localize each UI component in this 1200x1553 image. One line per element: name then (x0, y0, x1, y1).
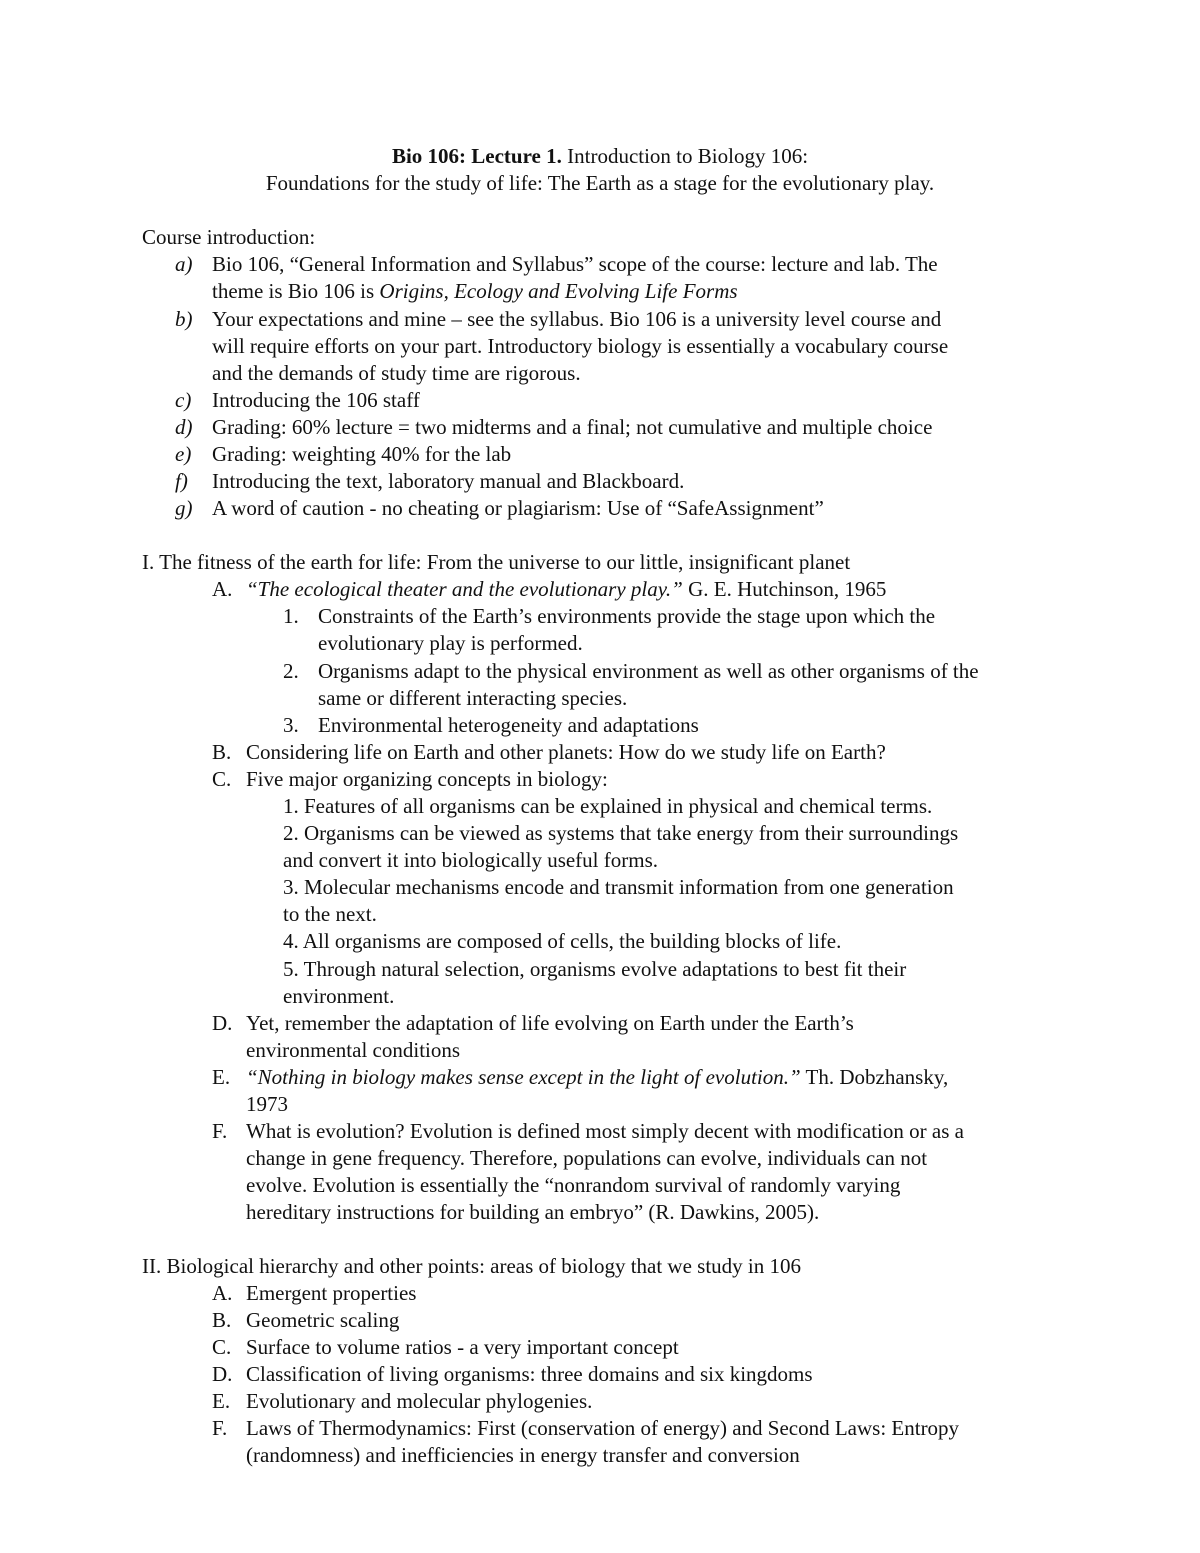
s1-D-line2: environmental conditions (246, 1038, 461, 1062)
intro-a-line2 (212, 278, 738, 305)
s1-A3-marker: 3. (283, 713, 299, 737)
s1-C5-line1: 5. Through natural selection, organisms evolve adaptations to best fit their (283, 957, 907, 981)
intro-b-line3: and the demands of study time are rigorous. (212, 361, 581, 385)
s2-C-marker: C. (212, 1335, 232, 1359)
s2-B-line1: Geometric scaling (246, 1308, 400, 1332)
section2-heading: II. Biological hierarchy and other points: areas of biology that we study in 106 (142, 1254, 802, 1278)
s1-C-marker: C. (212, 767, 232, 791)
s1-C-text: Five major organizing concepts in biology: (246, 767, 608, 791)
s2-A-line1: Emergent properties (246, 1281, 417, 1305)
title-rest: Introduction to Biology 106: (561, 144, 809, 168)
s1-C2-line2: and convert it into biologically useful forms. (283, 848, 659, 872)
s1-A-quote: “The ecological theater and the evolutionary play.” (246, 577, 683, 601)
s1-F-line1: What is evolution? Evolution is defined most simply decent with modification or as a (246, 1119, 964, 1143)
s2-F-line2: (randomness) and inefficiencies in energy transfer and conversion (246, 1443, 800, 1467)
s1-D-line1: Yet, remember the adaptation of life evolving on Earth under the Earth’s (246, 1011, 854, 1035)
s1-F-marker: F. (212, 1119, 228, 1143)
s1-E-marker: E. (212, 1065, 231, 1089)
intro-a-line1: Bio 106, “General Information and Syllabus” scope of the course: lecture and lab. The (212, 252, 938, 276)
intro-e-marker: e) (175, 442, 192, 466)
intro-b-line1: Your expectations and mine – see the syllabus. Bio 106 is a university level course and (212, 307, 942, 331)
title-bold: Bio 106: Lecture 1. (391, 144, 562, 168)
intro-f-marker: f) (175, 469, 188, 493)
s2-A-marker: A. (212, 1281, 233, 1305)
s1-C3-line1: 3. Molecular mechanisms encode and transmit information from one generation (283, 875, 954, 899)
s1-A-text (246, 576, 886, 603)
s2-E-marker: E. (212, 1389, 231, 1413)
section1-heading: I. The fitness of the earth for life: From the universe to our little, insignificant planet (142, 550, 851, 574)
document-title (0, 143, 1200, 170)
intro-f-line1: Introducing the text, laboratory manual and Blackboard. (212, 469, 685, 493)
s1-C2-line1: 2. Organisms can be viewed as systems that take energy from their surroundings (283, 821, 959, 845)
s1-A3-line1: Environmental heterogeneity and adaptations (318, 713, 699, 737)
s1-B-marker: B. (212, 740, 232, 764)
s1-A-marker: A. (212, 577, 233, 601)
s1-A2-line1: Organisms adapt to the physical environment as well as other organisms of the (318, 659, 979, 683)
intro-a-line2-italic: Origins, Ecology and Evolving Life Forms (379, 279, 738, 303)
intro-g-line1: A word of caution - no cheating or plagiarism: Use of “SafeAssignment” (212, 496, 824, 520)
intro-c-line1: Introducing the 106 staff (212, 388, 420, 412)
intro-e-line1: Grading: weighting 40% for the lab (212, 442, 512, 466)
s1-C4-line1: 4. All organisms are composed of cells, the building blocks of life. (283, 929, 842, 953)
s1-E-quote: “Nothing in biology makes sense except in the light of evolution.” (246, 1065, 801, 1089)
intro-d-marker: d) (175, 415, 193, 439)
intro-b-marker: b) (175, 307, 193, 331)
intro-b-line2: will require efforts on your part. Introductory biology is essentially a vocabulary course (212, 334, 949, 358)
intro-g-marker: g) (175, 496, 193, 520)
s1-C3-line2: to the next. (283, 902, 377, 926)
s1-C1-line1: 1. Features of all organisms can be explained in physical and chemical terms. (283, 794, 933, 818)
s1-E-line2: 1973 (246, 1092, 288, 1116)
s1-F-line3: evolve. Evolution is essentially the “nonrandom survival of randomly varying (246, 1173, 901, 1197)
s1-A1-marker: 1. (283, 604, 299, 628)
s2-D-line1: Classification of living organisms: three domains and six kingdoms (246, 1362, 813, 1386)
s1-A2-line2: same or different interacting species. (318, 686, 628, 710)
document-header (0, 143, 1200, 197)
s1-B-text: Considering life on Earth and other planets: How do we study life on Earth? (246, 740, 886, 764)
s1-A-rest: G. E. Hutchinson, 1965 (682, 577, 887, 601)
document-subtitle: Foundations for the study of life: The Earth as a stage for the evolutionary play. (265, 171, 935, 195)
s1-C5-line2: environment. (283, 984, 395, 1008)
s1-E-rest: Th. Dobzhansky, (800, 1065, 949, 1089)
intro-d-line1: Grading: 60% lecture = two midterms and a final; not cumulative and multiple choice (212, 415, 933, 439)
s1-A2-marker: 2. (283, 659, 299, 683)
intro-heading: Course introduction: (142, 225, 316, 249)
s1-E-line1 (246, 1064, 948, 1091)
s2-E-line1: Evolutionary and molecular phylogenies. (246, 1389, 593, 1413)
s1-F-line2: change in gene frequency. Therefore, populations can evolve, individuals can not (246, 1146, 928, 1170)
intro-c-marker: c) (175, 388, 192, 412)
s1-D-marker: D. (212, 1011, 233, 1035)
s2-F-marker: F. (212, 1416, 228, 1440)
s2-F-line1: Laws of Thermodynamics: First (conservation of energy) and Second Laws: Entropy (246, 1416, 960, 1440)
intro-a-marker: a) (175, 252, 193, 276)
s1-A1-line1: Constraints of the Earth’s environments provide the stage upon which the (318, 604, 936, 628)
s2-B-marker: B. (212, 1308, 232, 1332)
s1-A1-line2: evolutionary play is performed. (318, 631, 583, 655)
s2-D-marker: D. (212, 1362, 233, 1386)
s1-F-line4: hereditary instructions for building an embryo” (R. Dawkins, 2005). (246, 1200, 820, 1224)
intro-a-line2-plain: theme is Bio 106 is (212, 279, 380, 303)
s2-C-line1: Surface to volume ratios - a very important concept (246, 1335, 679, 1359)
